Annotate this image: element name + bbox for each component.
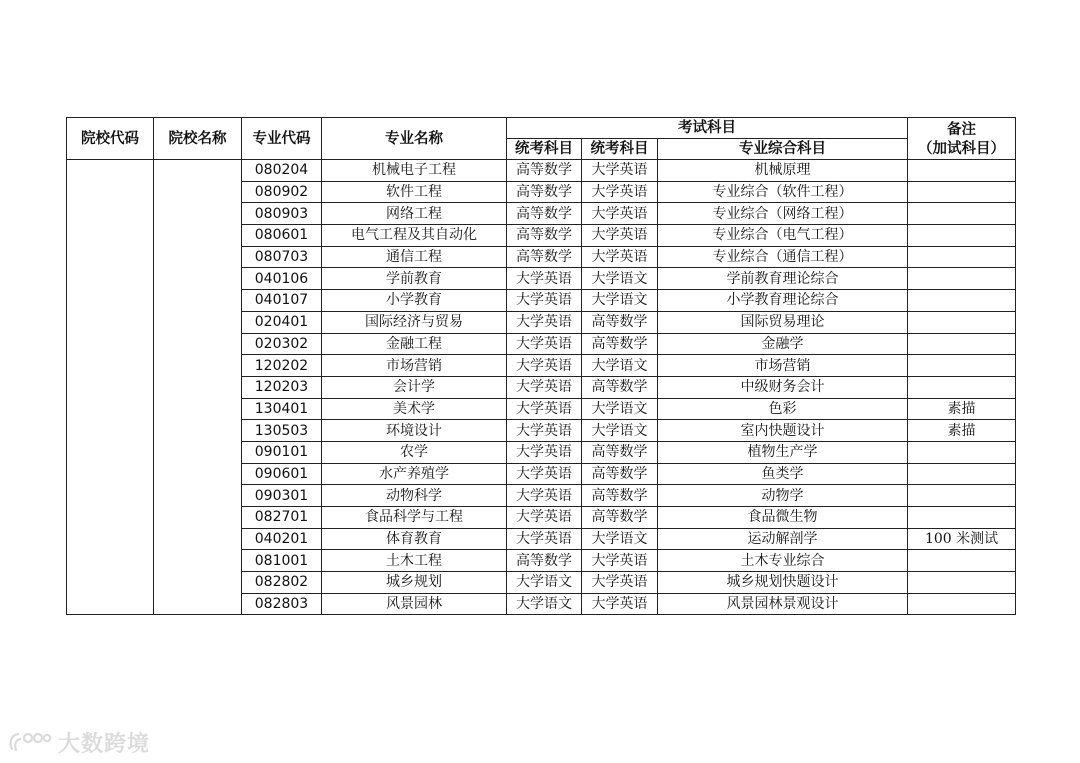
remark-cell	[908, 268, 1016, 290]
major-code-cell: 081001	[242, 550, 322, 572]
major-integrated-subject-cell: 专业综合（电气工程）	[658, 225, 908, 247]
unified-subject-2-cell: 大学英语	[582, 593, 658, 615]
table-row	[67, 160, 1016, 182]
major-name-cell: 软件工程	[322, 181, 507, 203]
major-name-cell: 城乡规划	[322, 572, 507, 594]
header-unified-subject-1: 统考科目	[507, 139, 582, 160]
admission-exam-table-container	[66, 117, 1016, 615]
header-school-code: 院校代码	[67, 118, 154, 160]
unified-subject-2-cell: 大学语文	[582, 355, 658, 377]
remark-cell	[908, 225, 1016, 247]
major-name-cell: 学前教育	[322, 268, 507, 290]
major-name-cell: 市场营销	[322, 355, 507, 377]
major-integrated-subject-cell: 动物学	[658, 485, 908, 507]
major-code-cell: 130503	[242, 420, 322, 442]
major-name-cell: 食品科学与工程	[322, 507, 507, 529]
remark-cell: 素描	[908, 398, 1016, 420]
major-name-cell: 动物科学	[322, 485, 507, 507]
unified-subject-1-cell: 高等数学	[507, 246, 582, 268]
remark-cell	[908, 181, 1016, 203]
header-remark-title: 备注	[947, 120, 977, 138]
major-name-cell: 农学	[322, 441, 507, 463]
major-code-cell: 120202	[242, 355, 322, 377]
unified-subject-1-cell: 大学英语	[507, 420, 582, 442]
table-header	[67, 118, 1016, 160]
unified-subject-1-cell: 大学英语	[507, 333, 582, 355]
major-integrated-subject-cell: 植物生产学	[658, 441, 908, 463]
remark-cell	[908, 550, 1016, 572]
remark-cell	[908, 593, 1016, 615]
major-code-cell: 090601	[242, 463, 322, 485]
major-code-cell: 080703	[242, 246, 322, 268]
major-name-cell: 环境设计	[322, 420, 507, 442]
major-code-cell: 020302	[242, 333, 322, 355]
unified-subject-2-cell: 大学语文	[582, 398, 658, 420]
major-name-cell: 会计学	[322, 376, 507, 398]
major-code-cell: 040106	[242, 268, 322, 290]
remark-cell	[908, 572, 1016, 594]
major-integrated-subject-cell: 室内快题设计	[658, 420, 908, 442]
major-code-cell: 080902	[242, 181, 322, 203]
unified-subject-1-cell: 大学语文	[507, 593, 582, 615]
unified-subject-1-cell: 高等数学	[507, 550, 582, 572]
header-major-name: 专业名称	[322, 118, 507, 160]
watermark-text: 大数跨境	[58, 731, 151, 757]
unified-subject-1-cell: 大学英语	[507, 463, 582, 485]
unified-subject-2-cell: 大学语文	[582, 420, 658, 442]
major-integrated-subject-cell: 运动解剖学	[658, 528, 908, 550]
unified-subject-2-cell: 大学英语	[582, 160, 658, 182]
remark-cell	[908, 376, 1016, 398]
unified-subject-1-cell: 大学英语	[507, 398, 582, 420]
unified-subject-2-cell: 大学英语	[582, 181, 658, 203]
unified-subject-1-cell: 大学语文	[507, 572, 582, 594]
major-integrated-subject-cell: 金融学	[658, 333, 908, 355]
major-integrated-subject-cell: 国际贸易理论	[658, 311, 908, 333]
remark-cell	[908, 290, 1016, 312]
major-code-cell: 020401	[242, 311, 322, 333]
exam-subjects-table	[66, 117, 1016, 615]
header-major-integrated-subject: 专业综合科目	[658, 139, 908, 160]
unified-subject-1-cell: 大学英语	[507, 355, 582, 377]
major-code-cell: 082803	[242, 593, 322, 615]
remark-cell	[908, 507, 1016, 529]
header-exam-subjects: 考试科目	[507, 118, 908, 139]
unified-subject-1-cell: 大学英语	[507, 311, 582, 333]
major-name-cell: 机械电子工程	[322, 160, 507, 182]
unified-subject-1-cell: 大学英语	[507, 507, 582, 529]
unified-subject-2-cell: 大学英语	[582, 246, 658, 268]
unified-subject-2-cell: 高等数学	[582, 463, 658, 485]
major-integrated-subject-cell: 学前教育理论综合	[658, 268, 908, 290]
major-name-cell: 电气工程及其自动化	[322, 225, 507, 247]
major-name-cell: 风景园林	[322, 593, 507, 615]
major-code-cell: 082802	[242, 572, 322, 594]
major-integrated-subject-cell: 机械原理	[658, 160, 908, 182]
remark-cell	[908, 485, 1016, 507]
major-integrated-subject-cell: 小学教育理论综合	[658, 290, 908, 312]
major-code-cell: 090301	[242, 485, 322, 507]
unified-subject-2-cell: 大学语文	[582, 290, 658, 312]
school-name-cell	[154, 160, 242, 615]
unified-subject-2-cell: 高等数学	[582, 441, 658, 463]
major-name-cell: 体育教育	[322, 528, 507, 550]
major-name-cell: 土木工程	[322, 550, 507, 572]
major-integrated-subject-cell: 专业综合（网络工程）	[658, 203, 908, 225]
unified-subject-1-cell: 高等数学	[507, 225, 582, 247]
major-integrated-subject-cell: 鱼类学	[658, 463, 908, 485]
school-code-cell	[67, 160, 154, 615]
header-major-code: 专业代码	[242, 118, 322, 160]
unified-subject-2-cell: 大学语文	[582, 268, 658, 290]
unified-subject-1-cell: 高等数学	[507, 181, 582, 203]
table-body	[67, 160, 1016, 615]
header-school-name: 院校名称	[154, 118, 242, 160]
major-integrated-subject-cell: 专业综合（软件工程）	[658, 181, 908, 203]
unified-subject-1-cell: 大学英语	[507, 485, 582, 507]
unified-subject-2-cell: 大学英语	[582, 550, 658, 572]
major-name-cell: 水产养殖学	[322, 463, 507, 485]
header-remark-subtitle: （加试科目）	[918, 139, 1006, 157]
unified-subject-1-cell: 大学英语	[507, 376, 582, 398]
unified-subject-2-cell: 高等数学	[582, 333, 658, 355]
remark-cell	[908, 311, 1016, 333]
remark-cell: 100 米测试	[908, 528, 1016, 550]
major-name-cell: 国际经济与贸易	[322, 311, 507, 333]
major-integrated-subject-cell: 城乡规划快题设计	[658, 572, 908, 594]
major-code-cell: 082701	[242, 507, 322, 529]
major-code-cell: 080601	[242, 225, 322, 247]
major-name-cell: 网络工程	[322, 203, 507, 225]
major-integrated-subject-cell: 食品微生物	[658, 507, 908, 529]
major-name-cell: 通信工程	[322, 246, 507, 268]
unified-subject-2-cell: 高等数学	[582, 311, 658, 333]
major-code-cell: 080903	[242, 203, 322, 225]
remark-cell	[908, 463, 1016, 485]
major-integrated-subject-cell: 土木专业综合	[658, 550, 908, 572]
unified-subject-1-cell: 大学英语	[507, 268, 582, 290]
remark-cell	[908, 246, 1016, 268]
unified-subject-1-cell: 大学英语	[507, 290, 582, 312]
major-name-cell: 小学教育	[322, 290, 507, 312]
unified-subject-2-cell: 大学英语	[582, 572, 658, 594]
unified-subject-2-cell: 大学英语	[582, 203, 658, 225]
header-unified-subject-2: 统考科目	[582, 139, 658, 160]
major-integrated-subject-cell: 市场营销	[658, 355, 908, 377]
logo-icon	[8, 729, 52, 755]
major-code-cell: 080204	[242, 160, 322, 182]
unified-subject-1-cell: 大学英语	[507, 441, 582, 463]
unified-subject-2-cell: 大学语文	[582, 528, 658, 550]
major-code-cell: 120203	[242, 376, 322, 398]
unified-subject-2-cell: 大学英语	[582, 225, 658, 247]
major-integrated-subject-cell: 中级财务会计	[658, 376, 908, 398]
major-code-cell: 040201	[242, 528, 322, 550]
unified-subject-1-cell: 高等数学	[507, 160, 582, 182]
major-integrated-subject-cell: 风景园林景观设计	[658, 593, 908, 615]
unified-subject-2-cell: 高等数学	[582, 485, 658, 507]
major-name-cell: 美术学	[322, 398, 507, 420]
major-code-cell: 130401	[242, 398, 322, 420]
major-integrated-subject-cell: 专业综合（通信工程）	[658, 246, 908, 268]
major-integrated-subject-cell: 色彩	[658, 398, 908, 420]
remark-cell	[908, 441, 1016, 463]
unified-subject-2-cell: 高等数学	[582, 507, 658, 529]
unified-subject-1-cell: 高等数学	[507, 203, 582, 225]
unified-subject-2-cell: 高等数学	[582, 376, 658, 398]
remark-cell: 素描	[908, 420, 1016, 442]
header-remark	[908, 118, 1016, 160]
major-code-cell: 090101	[242, 441, 322, 463]
watermark	[8, 726, 150, 758]
remark-cell	[908, 160, 1016, 182]
remark-cell	[908, 333, 1016, 355]
unified-subject-1-cell: 大学英语	[507, 528, 582, 550]
remark-cell	[908, 203, 1016, 225]
remark-cell	[908, 355, 1016, 377]
major-code-cell: 040107	[242, 290, 322, 312]
major-name-cell: 金融工程	[322, 333, 507, 355]
